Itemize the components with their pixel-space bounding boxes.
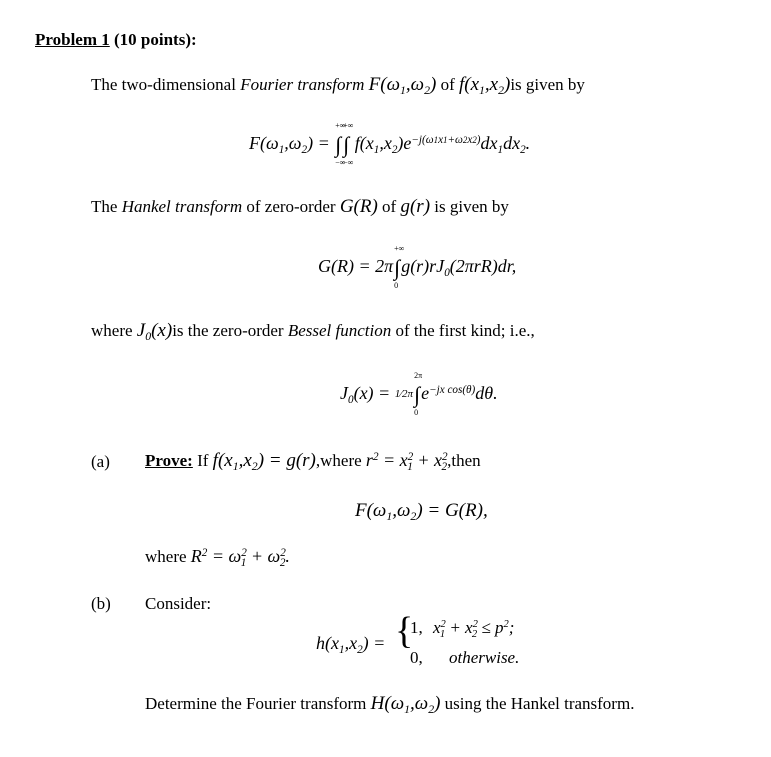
hankel-mid: of zero-order <box>242 197 340 216</box>
r-squared-def: $r^2 = x^2_1 + x^2_2$ <box>365 450 448 473</box>
hankel-symbol: G(R) <box>339 196 378 217</box>
determine-suffix: using the Hankel transform. <box>440 694 635 713</box>
case2-condition: otherwise. <box>449 648 520 667</box>
integral-hankel: ∫ +∞ 0 <box>394 243 405 290</box>
integral-1: ∫ +∞ −∞ <box>335 120 346 167</box>
prove-label: Prove: <box>145 451 193 470</box>
part-a-statement <box>145 450 481 472</box>
piecewise-case-2 <box>410 648 519 668</box>
piecewise-case-1: 1, $x^2_1 + x^2_2 \le p^2$; <box>410 618 515 640</box>
problem-points: (10 points): <box>114 30 197 49</box>
fourier-intro <box>91 74 585 96</box>
intro-mid: of <box>436 75 459 94</box>
bessel-equation: $J_0(x)$ = 1⁄2π∫ 2π 0 $e^{-jx cos(\theta)}d\theta$. <box>340 370 498 417</box>
part-a-if: If <box>192 451 213 470</box>
intro-prefix: The two-dimensional <box>91 75 241 94</box>
bessel-symbol: $J_0(x)$ <box>136 320 173 344</box>
g-symbol: g(r) <box>400 196 431 217</box>
hankel-suffix: is given by <box>430 197 509 216</box>
part-b-label: (b) <box>91 594 111 613</box>
piecewise-brace: { <box>395 610 414 652</box>
integral-bessel: ∫ 2π 0 <box>414 370 423 417</box>
H-symbol: $H(\omega_1,\omega_2)$ <box>370 693 441 717</box>
hankel-of: of <box>377 197 401 216</box>
function-symbol: $f(x_1,x_2)$ <box>458 74 511 98</box>
intro-suffix: is given by <box>510 75 585 94</box>
determine-prefix: Determine the Fourier transform <box>145 694 371 713</box>
part-a-then: ,then <box>447 451 481 470</box>
part-a-result: $F(\omega_1,\omega_2) = G(R)$, <box>355 500 488 524</box>
bessel-suffix: of the first kind; i.e., <box>391 321 535 340</box>
case2-value: 0, <box>410 648 423 667</box>
hankel-equation: G(R) = 2π∫ +∞ 0 $g(r)rJ_0(2\pi rR)dr$, <box>318 243 517 290</box>
part-a-where-label: where <box>145 547 191 566</box>
part-b-determine <box>145 693 634 715</box>
part-a-label: (a) <box>91 452 110 471</box>
bessel-intro <box>91 320 535 342</box>
part-a-condition: $f(x_1,x_2) = g(r)$ <box>212 450 316 474</box>
part-a-where-line <box>145 546 290 567</box>
part-a-where: ,where <box>315 451 366 470</box>
problem-title: Problem 1 <box>35 30 110 49</box>
problem-heading <box>35 30 197 50</box>
piecewise-lhs: $h(x_1,x_2)$ = <box>316 633 386 656</box>
R-squared-def: $R^2 = \omega^2_1 + \omega^2_2$. <box>190 546 290 569</box>
fourier-term: Fourier transform <box>240 75 365 94</box>
hankel-term: Hankel transform <box>121 197 243 216</box>
case1-value: 1, <box>410 618 423 637</box>
bessel-prefix: where <box>91 321 137 340</box>
integral-2: ∫ +∞ −∞ <box>343 120 354 167</box>
part-b-consider: Consider: <box>145 594 212 613</box>
hankel-intro <box>91 196 509 218</box>
hankel-prefix: The <box>91 197 122 216</box>
fourier-symbol: $F(\omega_1,\omega_2)$ <box>368 74 437 98</box>
bessel-term: Bessel function <box>287 321 392 340</box>
fourier-equation: $F(\omega_1,\omega_2)$ = ∫ +∞ −∞ ∫ +∞ −∞ $f(x_1,x_2)e^{-j(\omega 1x1+\omega 2x2)}dx_1dx_2$. <box>249 120 531 167</box>
bessel-mid: is the zero-order <box>172 321 288 340</box>
